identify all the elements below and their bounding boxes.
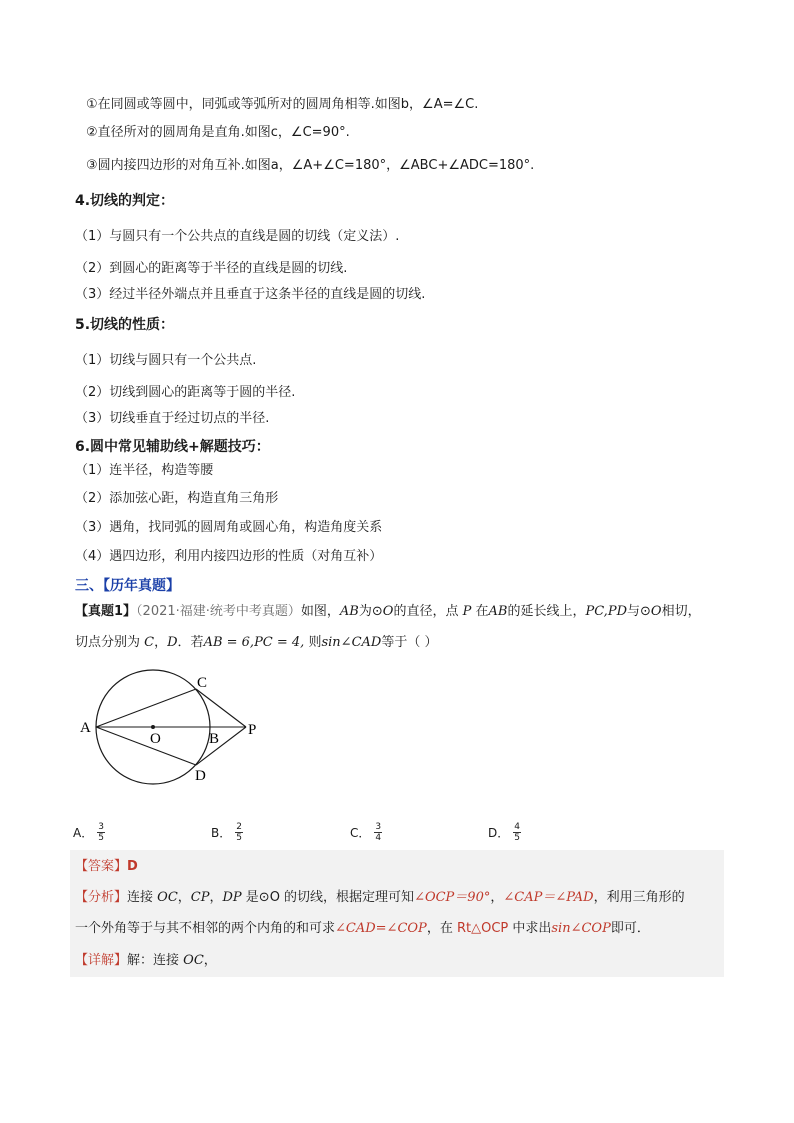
math-angle-ocp: ∠OCP＝90° [414,890,491,905]
analysis-text: ，利用三角形的 [593,890,685,905]
center-point [151,725,155,729]
section-3-title: 【历年真题】 [103,578,180,594]
math-angle-cap: ∠CAP＝∠PAD [503,890,594,905]
section-3-header [75,577,180,595]
detail-line [75,952,217,970]
option-b[interactable] [211,822,243,843]
analysis-text: 即可． [610,921,650,936]
answer-line [75,858,138,876]
detail-text: ， [203,953,217,968]
label-b: B [209,731,220,747]
math-pc-pd: PC,PD [585,604,627,619]
option-letter: A． [73,826,94,840]
numerator: 3 [375,822,382,832]
label-d: D [195,768,206,784]
s6-item-1: （1）连半径，构造等腰 [75,463,214,478]
math-oc: OC [183,953,204,968]
math-dp: DP [222,890,242,905]
s6-item-2: （2）添加弦心距，构造直角三角形 [75,491,279,506]
analysis-text: 中求出 [508,921,552,936]
label-c: C [197,675,208,691]
problem-text: 切点分别为 [75,635,145,650]
section-6-title: 6.圆中常见辅助线+解题技巧： [75,439,270,455]
numerator: 4 [514,822,520,832]
theorem-3: ③圆内接四边形的对角互补.如图a，∠A+∠C=180°，∠ABC+∠ADC=180°. [86,158,535,173]
problem-source: （2021·福建·统考中考真题） [136,604,301,619]
detail-tag: 【详解】 [75,953,128,968]
option-letter: D． [488,826,510,840]
line-ad [96,727,196,765]
section-3-number: 三、 [75,578,103,594]
problem-text: 则 [304,635,322,650]
problem-text: ， [154,635,168,650]
line-ac [96,689,196,727]
problem-line-1 [75,603,701,621]
option-fraction [374,822,382,843]
s5-item-3: （3）切线垂直于经过切点的半径. [75,411,270,426]
answer-tag: 【答案】 [75,859,128,874]
option-letter: C． [350,826,371,840]
math-ab: AB [339,604,359,619]
math-o: O [650,604,662,619]
section-4-title: 4.切线的判定： [75,193,175,209]
problem-text: 与⊙ [627,604,651,619]
math-p: P [462,604,472,619]
problem-text: 的延长线上， [507,604,586,619]
analysis-text: 是⊙O 的切线，根据定理可知 [241,890,415,905]
analysis-text: 一个外角等于与其不相邻的两个内角的和可求 [75,921,336,936]
math-c: C [144,635,155,650]
s5-item-2: （2）切线到圆心的距离等于圆的半径. [75,385,296,400]
analysis-text: ，在 [426,921,457,936]
problem-text: 等于（ ） [381,635,438,650]
s5-item-1: （1）切线与圆只有一个公共点. [75,353,257,368]
math-sin-cad: sin∠CAD [321,635,382,650]
problem-tag: 【真题1】 [75,604,137,619]
analysis-text: ， [209,890,223,905]
math-condition: AB = 6,PC = 4, [203,635,305,650]
option-c[interactable] [350,822,382,843]
problem-text: 的直径，点 [393,604,463,619]
theorem-1: ①在同圆或等圆中，同弧或等弧所对的圆周角相等.如图b，∠A=∠C. [86,97,479,112]
math-oc: OC [157,890,178,905]
option-fraction [513,822,521,843]
s4-item-1: （1）与圆只有一个公共点的直线是圆的切线（定义法）. [75,229,400,244]
option-fraction [97,822,105,843]
label-a: A [80,720,91,736]
analysis-text: 连接 [127,890,158,905]
analysis-line-1 [75,889,685,907]
math-ab: AB [488,604,508,619]
problem-text: ．若 [177,635,204,650]
option-fraction [235,822,243,843]
option-d[interactable] [488,822,521,843]
analysis-tag: 【分析】 [75,890,128,905]
s6-item-3: （3）遇角，找同弧的圆周角或圆心角，构造角度关系 [75,520,383,535]
label-o: O [150,731,161,747]
denominator: 4 [375,833,382,843]
option-a[interactable] [73,822,105,843]
option-letter: B． [211,826,232,840]
problem-text: 如图， [300,604,340,619]
s6-item-4: （4）遇四边形，利用内接四边形的性质（对角互补） [75,549,383,564]
math-rt-ocp: Rt△OCP [456,921,509,936]
problem-text: 相切， [661,604,701,619]
analysis-text: ， [177,890,191,905]
denominator: 5 [514,833,520,843]
problem-text: 为⊙ [358,604,383,619]
s4-item-3: （3）经过半径外端点并且垂直于这条半径的直线是圆的切线. [75,287,426,302]
problem-text: 在 [471,604,489,619]
problem-line-2 [75,634,437,652]
section-5-title: 5.切线的性质： [75,317,175,333]
math-d: D [167,635,178,650]
numerator: 3 [98,822,104,832]
denominator: 5 [236,833,242,843]
s4-item-2: （2）到圆心的距离等于半径的直线是圆的切线. [75,261,348,276]
denominator: 5 [98,833,104,843]
math-cp: CP [190,890,210,905]
circle-tangent-figure [70,662,270,812]
theorem-2: ②直径所对的圆周角是直角.如图c，∠C=90°. [86,125,350,140]
tangent-pd [196,727,246,765]
analysis-line-2 [75,920,650,938]
math-sin-cop: sin∠COP [551,921,611,936]
numerator: 2 [236,822,242,832]
math-angle-cad: ∠CAD=∠COP [335,921,427,936]
answer-value: D [127,859,138,874]
label-p: P [248,722,257,738]
tangent-pc [196,689,246,727]
analysis-text: ， [490,890,504,905]
math-o: O [382,604,394,619]
detail-text: 解：连接 [127,953,184,968]
